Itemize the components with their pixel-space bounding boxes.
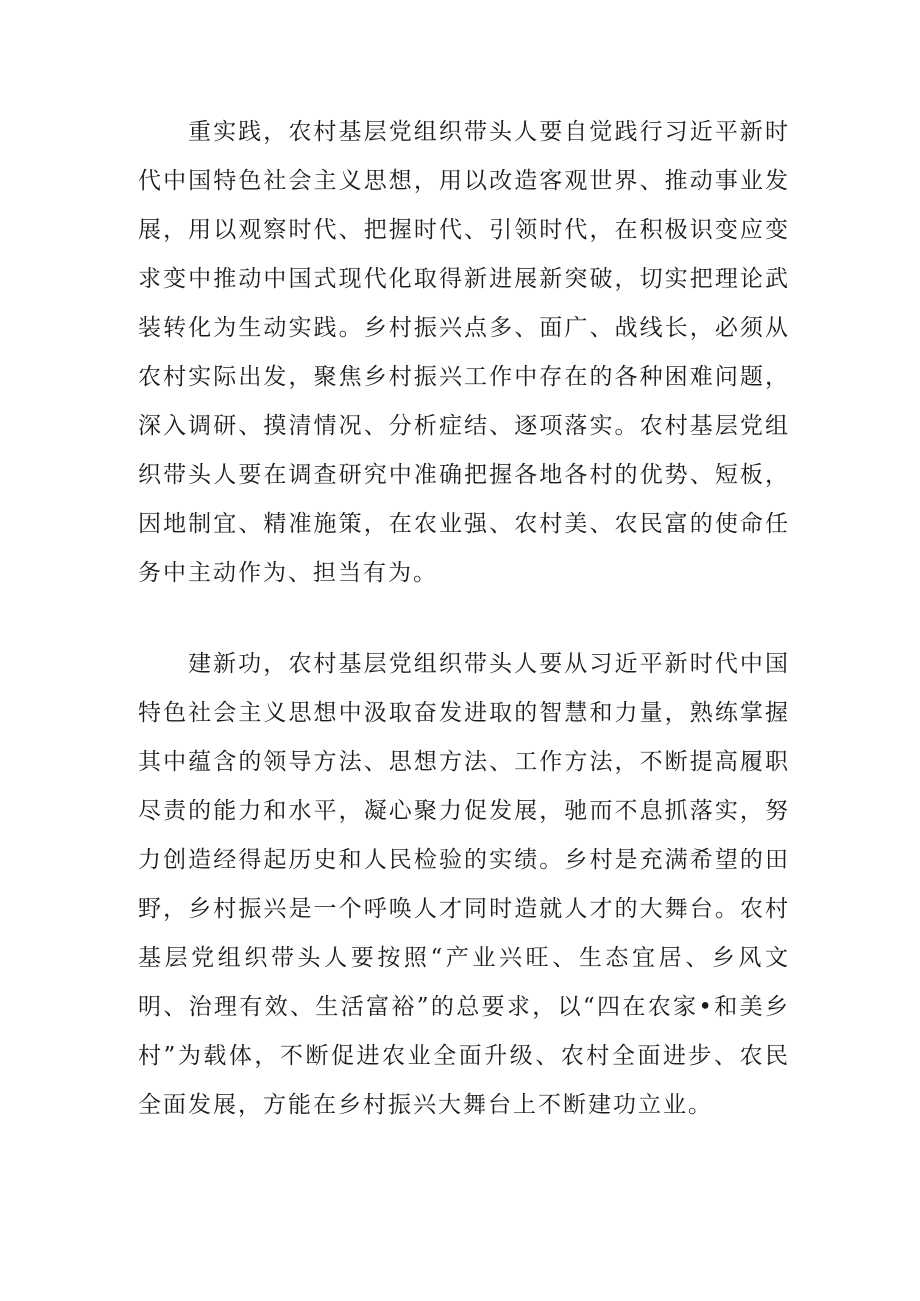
paragraph-practice: 重实践，农村基层党组织带头人要自觉践行习近平新时代中国特色社会主义思想，用以改造客观世界、推动事业发展，用以观察时代、把握时代、引领时代，在积极识变应变求变中推动中国式现代化取得新进展新突破，切实把理论武装转化为生动实践。乡村振兴点多、面广、战线长，必须从农村实际出发，聚焦乡村振兴工作中存在的各种困难问题，深入调研、摸清情况、分析症结、逐项落实。农村基层党组织带头人要在调查研究中准确把握各地各村的优势、短板，因地制宜、精准施策，在农业强、农村美、农民富的使命任务中主动作为、担当有为。	[138, 119, 790, 586]
paragraph-new-achievements: 建新功，农村基层党组织带头人要从习近平新时代中国特色社会主义思想中汲取奋发进取的智慧和力量，熟练掌握其中蕴含的领导方法、思想方法、工作方法，不断提高履职尽责的能力和水平，凝心聚力促发展，驰而不息抓落实，努力创造经得起历史和人民检验的实绩。乡村是充满希望的田野，乡村振兴是一个呼唤人才同时造就人才的大舞台。农村基层党组织带头人要按照“产业兴旺、生态宜居、乡风文明、治理有效、生活富裕”的总要求，以“四在农家•和美乡村”为载体，不断促进农业全面升级、农村全面进步、农民全面发展，方能在乡村振兴大舞台上不断建功立业。	[138, 651, 790, 1118]
